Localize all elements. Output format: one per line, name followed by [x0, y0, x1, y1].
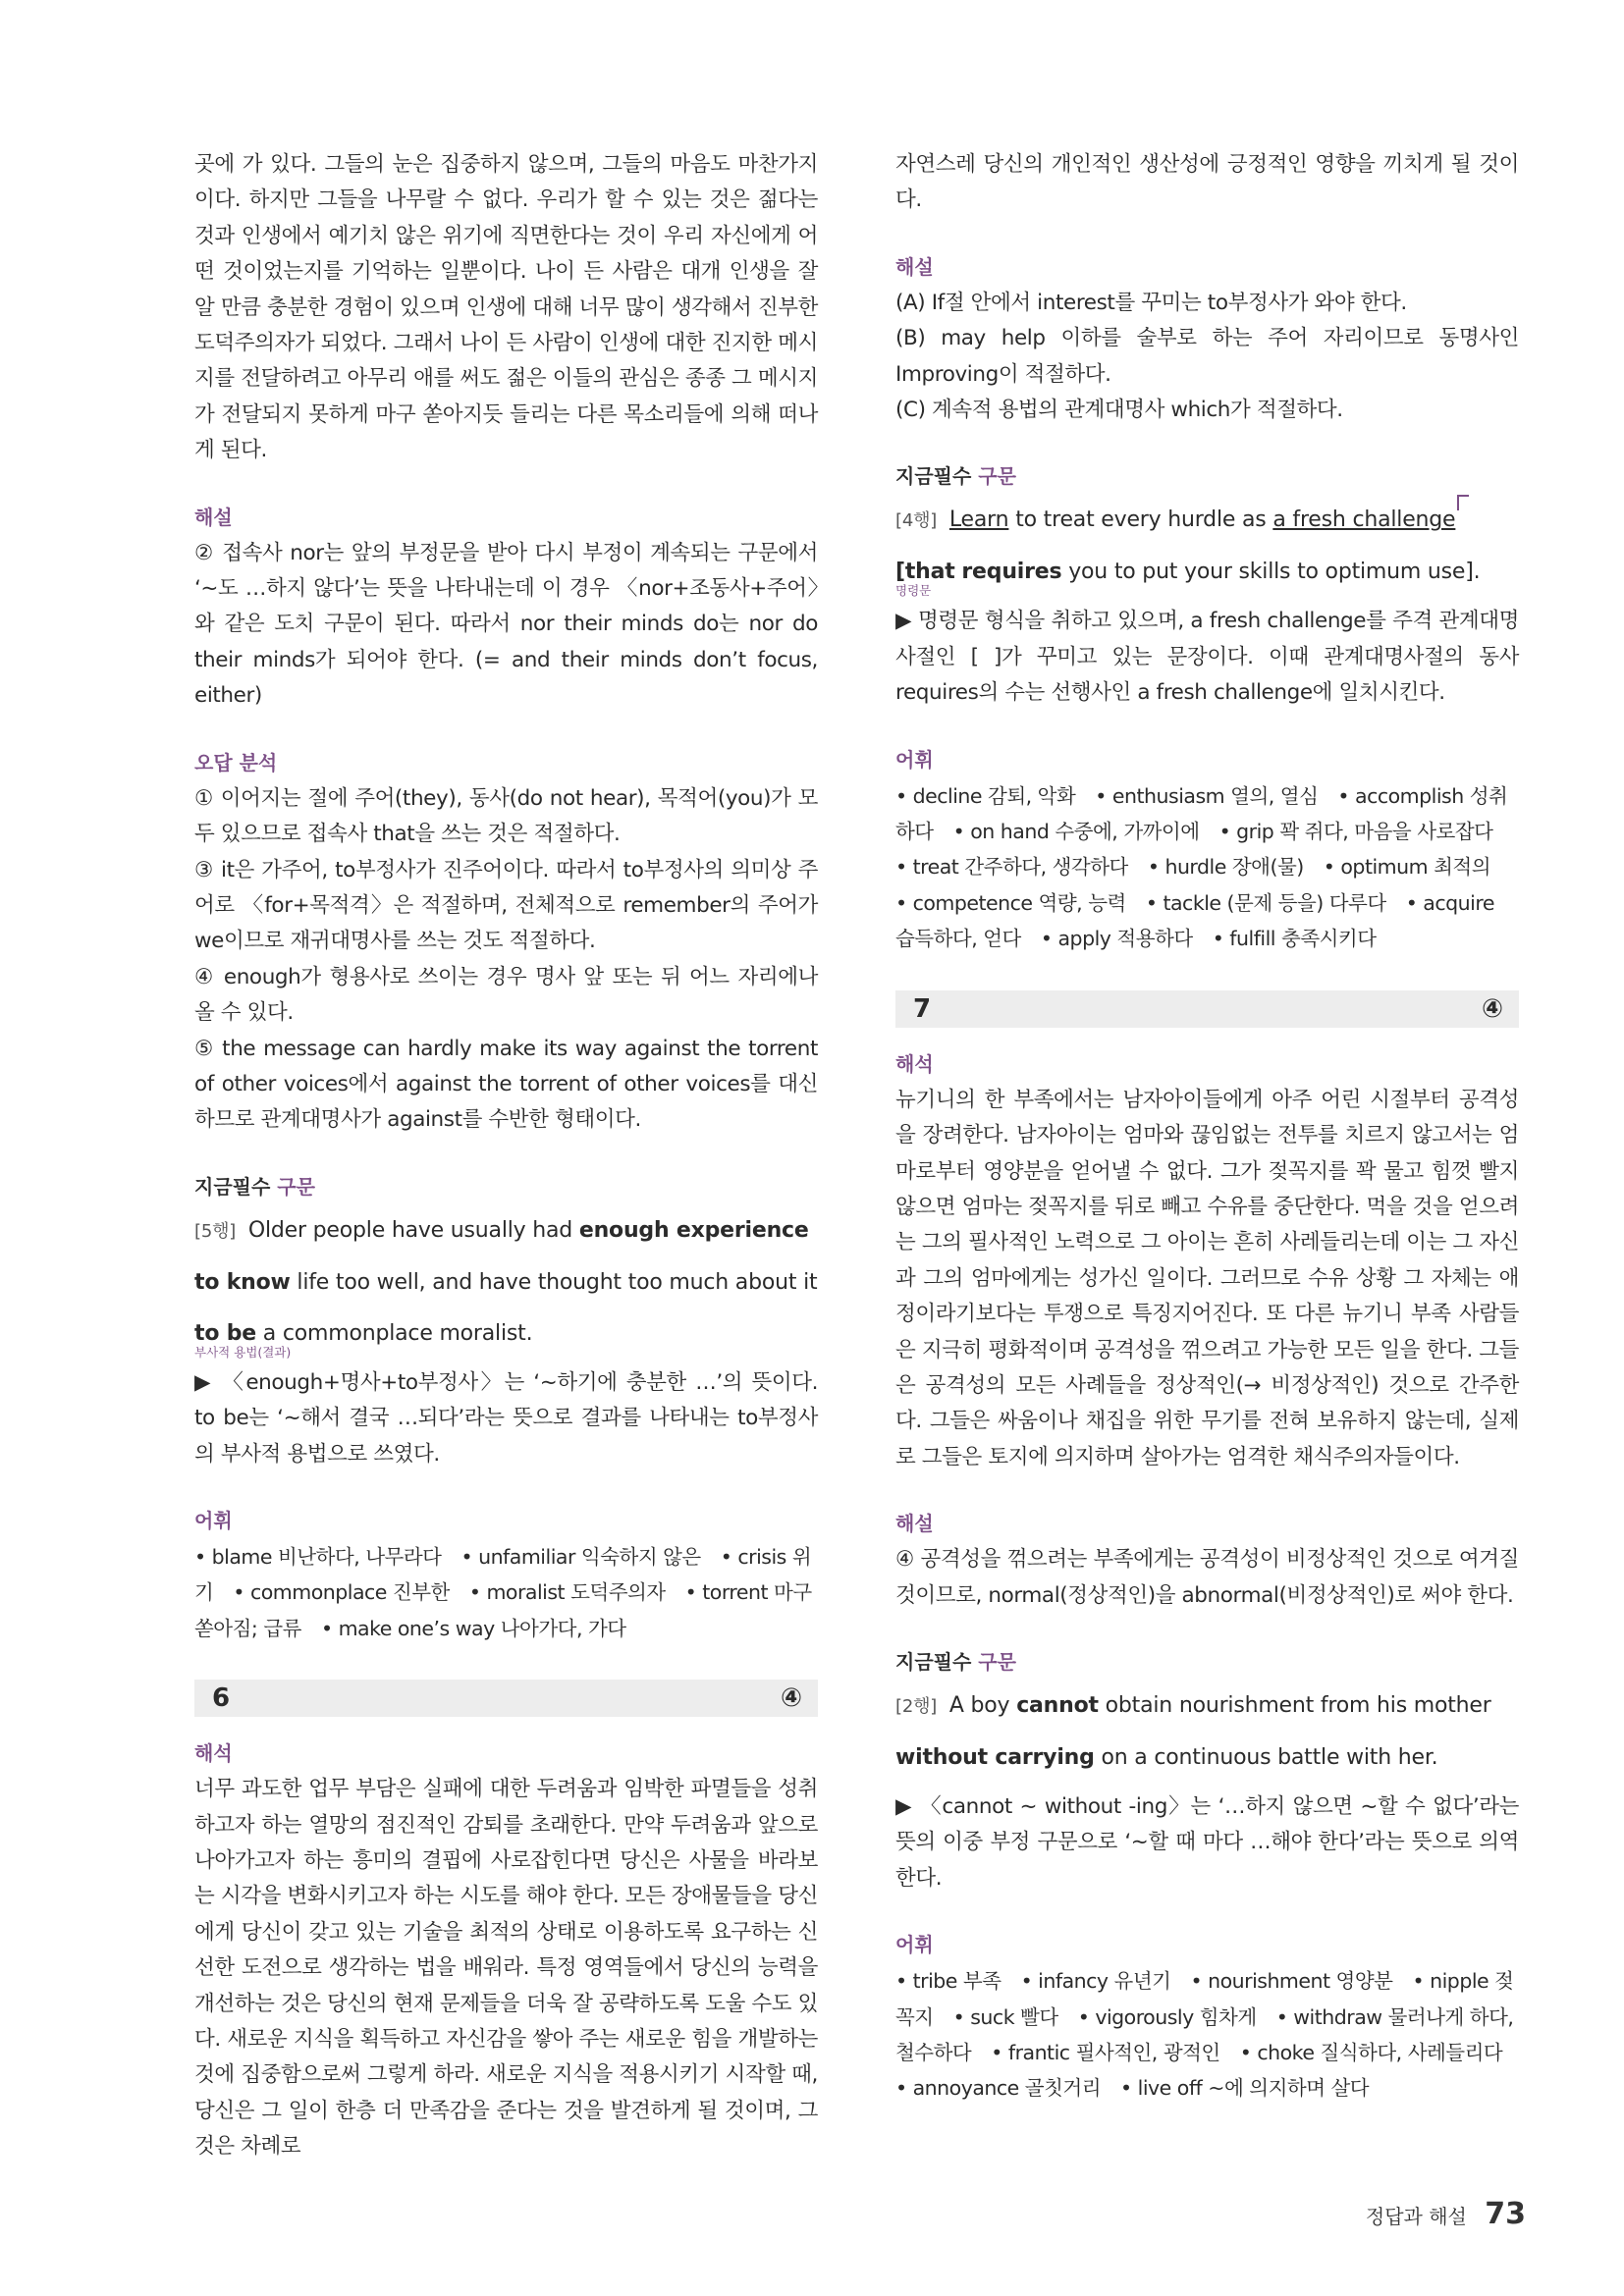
explanation-item: (B) may help 이하를 술부로 하는 주어 자리이므로 동명사인 Improving이 적절하다. — [895, 326, 1519, 387]
explanation-item: (C) 계속적 용법의 관계대명사 which가 적절하다. — [895, 398, 1343, 423]
vocab-item: • vigorously 힘차게 — [1077, 2004, 1257, 2029]
vocab-item: • torrent 마구 쏟아짐; 급류 — [194, 1580, 812, 1640]
grammar-annotation: 명령문 — [895, 583, 932, 599]
question-number: 6 — [212, 1683, 231, 1714]
page-number: 73 — [1485, 2197, 1526, 2231]
line-tag: [2행] — [895, 1695, 938, 1717]
key-structure-heading: 지금필수 구문 — [194, 1174, 315, 1199]
vocab-item: • competence 역량, 능력 — [895, 890, 1126, 915]
vocab-list — [895, 778, 1519, 957]
explanation-text: ④ 공격성을 꺾으려는 부족에게는 공격성이 비정상적인 것으로 여겨질 것이므로, normal(정상적인)을 abnormal(비정상적인)로 써야 한다. — [895, 1547, 1519, 1608]
vocab-item: • suck 빨다 — [952, 2004, 1058, 2029]
vocab-item: • enthusiasm 열의, 열심 — [1095, 783, 1319, 808]
vocab-item: • live off ~에 의지하며 살다 — [1120, 2076, 1370, 2101]
right-column — [895, 147, 1519, 2107]
key-explanation: ▶ 〈cannot ~ without -ing〉는 ‘…하지 않으면 ~할 수 없다’라는 뜻의 이중 부정 구문으로 ‘~할 때 마다 …해야 한다’라는 뜻으로 의역한다. — [895, 1793, 1519, 1891]
bracket-mark — [1457, 495, 1469, 510]
vocab-item: • treat 간주하다, 생각하다 — [895, 855, 1128, 880]
vocab-item: • decline 감퇴, 악화 — [895, 783, 1076, 808]
grammar-annotation: 부사적 용법(결과) — [194, 1344, 292, 1360]
footer-label: 정답과 해설 — [1365, 2205, 1467, 2228]
vocab-item: • hurdle 장애(물) — [1147, 855, 1304, 880]
explanation-heading: 해설 — [895, 1512, 934, 1536]
answer-mark: ④ — [1481, 993, 1503, 1024]
vocab-item: • blame 비난하다, 나무라다 — [194, 1544, 442, 1569]
explanation-heading: 해설 — [194, 505, 233, 529]
key-explanation: ▶ 〈enough+명사+to부정사〉는 ‘~하기에 충분한 …’의 뜻이다. to be는 ‘~해서 결국 …되다’라는 뜻으로 결과를 나타내는 to부정사의 부사적 용법으로 쓰였다. — [194, 1369, 818, 1467]
vocab-item: • on hand 수중에, 가까이에 — [952, 820, 1200, 844]
vocab-list — [895, 1963, 1519, 2107]
vocab-heading: 어휘 — [895, 1933, 934, 1957]
vocab-item: • choke 질식하다, 사레들리다 — [1239, 2041, 1503, 2064]
translation-heading: 해석 — [895, 1051, 934, 1076]
vocab-item: • fulfill 충족시키다 — [1212, 927, 1377, 951]
wrong-answer-heading: 오답 분석 — [194, 750, 278, 774]
translation-heading: 해석 — [194, 1741, 233, 1766]
vocab-item: • unfamiliar 익숙하지 않은 — [460, 1544, 701, 1569]
translation-text: 너무 과도한 업무 부담은 실패에 대한 두려움과 임박한 파멸들을 성취하고자 하는 열망의 점진적인 감퇴를 초래한다. 만약 두려움과 앞으로 나아가고자 하는 흥미의 결핍에 사로잡힌다면 당신은 사물을 바라보는 시각을 변화시키고자 하는 시도를 해야 한다. 모든 장애물들을 당신에게 당신이 갖고 있는 기술을 최적의 상태로 이용하도록 요구하는 신선한 도전으로 생각하는 법을 배워라. 특정 영역들에서 당신의 능력을 개선하는 것은 당신의 현재 문제들을 더욱 잘 공략하도록 도울 수도 있다. 새로운 지식을 획득하고 자신감을 쌓아 주는 새로운 힘을 개발하는 것에 집중함으로써 그렇게 하라. 새로운 지식을 적용시키기 시작할 때, 당신은 그 일이 한층 더 만족감을 준다는 것을 발견하게 될 것이며, 그것은 차례로 — [194, 1777, 818, 2160]
vocab-item: • make one’s way 나아가다, 가다 — [320, 1616, 626, 1640]
key-sentence: [2행] A boy cannot obtain nourishment from his mother without carrying on a continuous battle with her. — [895, 1692, 1491, 1770]
line-tag: [5행] — [194, 1220, 237, 1242]
line-tag: [4행] — [895, 510, 938, 532]
vocab-item: • frantic 필사적인, 광적인 — [991, 2041, 1220, 2064]
vocab-item: • accomplish 성취하다 — [895, 783, 1508, 844]
key-sentence: [5행] Older people have usually had enough experience to know life too well, and have thought too much about it to be a commonplace moralist. — [194, 1217, 818, 1346]
vocab-item: • grip 꽉 쥐다, 마음을 사로잡다 — [1218, 820, 1493, 844]
vocab-item: • acquire 습득하다, 얻다 — [895, 890, 1494, 951]
translation-continued: 곳에 가 있다. 그들의 눈은 집중하지 않으며, 그들의 마음도 마찬가지이다. 하지만 그들을 나무랄 수 없다. 우리가 할 수 있는 것은 젊다는 것과 인생에서 예기치 않은 위기에 직면한다는 것이 우리 자신에게 어떤 것이었는지를 기억하는 일뿐이다. 나이 든 사람은 대개 인생을 잘 알 만큼 충분한 경험이 있으며 인생에 대해 너무 많이 생각해서 진부한 도덕주의자가 되었다. 그래서 나이 든 사람이 인생에 대한 진지한 메시지를 전달하려고 아무리 애를 써도 젊은 이들의 관심은 종종 그 메시지가 전달되지 못하게 마구 쏟아지듯 들리는 다른 목소리들에 의해 떠나게 된다. — [194, 152, 818, 463]
key-structure-heading: 지금필수 구문 — [895, 464, 1016, 489]
vocab-heading: 어휘 — [895, 747, 934, 772]
vocab-item: • infancy 유년기 — [1020, 1969, 1171, 1994]
wrong-item: ④ enough가 형용사로 쓰이는 경우 명사 앞 또는 뒤 어느 자리에나 올 수 있다. — [194, 964, 818, 1026]
wrong-item: ① 이어지는 절에 주어(they), 동사(do not hear), 목적어(you)가 모두 있으므로 접속사 that을 쓰는 것은 적절하다. — [194, 785, 818, 847]
wrong-item: ⑤ the message can hardly make its way against the torrent of other voices에서 against the torrent of other voices를 대신하므로 관계대명사가 against를 수반한 형태이다. — [194, 1036, 818, 1133]
vocab-list — [194, 1539, 818, 1646]
question-7-bar — [895, 990, 1519, 1028]
vocab-item: • commonplace 진부한 — [233, 1580, 450, 1605]
vocab-item: • apply 적용하다 — [1040, 927, 1193, 951]
key-explanation: ▶ 명령문 형식을 취하고 있으며, a fresh challenge를 주격 관계대명사절인 [ ]가 꾸미고 있는 문장이다. 이때 관계대명사절의 동사 requires의 수는 선행사인 a fresh challenge에 일치시킨다. — [895, 609, 1519, 706]
page-footer — [1366, 2197, 1526, 2231]
vocab-item: • annoyance 골칫거리 — [895, 2076, 1101, 2101]
vocab-item: • optimum 최적의 — [1323, 855, 1491, 880]
key-sentence: [4행] Learn to treat every hurdle as a fresh challenge [that requires you to put your skills to optimum use]. — [895, 495, 1519, 598]
vocab-item: • crisis 위기 — [194, 1544, 812, 1605]
explanation-text: ② 접속사 nor는 앞의 부정문을 받아 다시 부정이 계속되는 구문에서 ‘~도 …하지 않다’는 뜻을 나타내는데 이 경우 〈nor+조동사+주어〉와 같은 도치 구문이 된다. 따라서 nor their minds do는 nor do their minds가 되어야 한다. (= and their minds don’t focus, either) — [194, 540, 818, 709]
left-column — [194, 147, 818, 2165]
question-number: 7 — [913, 993, 932, 1024]
vocab-item: • withdraw 물러나게 하다, 철수하다 — [895, 2004, 1514, 2064]
vocab-heading: 어휘 — [194, 1508, 233, 1532]
explanation-item: (A) If절 안에서 interest를 꾸미는 to부정사가 와야 한다. — [895, 290, 1407, 315]
vocab-item: • nourishment 영양분 — [1190, 1969, 1393, 1994]
explanation-heading: 해설 — [895, 254, 934, 279]
key-structure-heading: 지금필수 구문 — [895, 1649, 1016, 1674]
vocab-item: • tackle (문제 등을) 다루다 — [1145, 890, 1386, 915]
translation-continued: 자연스레 당신의 개인적인 생산성에 긍정적인 영향을 끼치게 될 것이다. — [895, 152, 1519, 213]
vocab-item: • nipple 젖꼭지 — [895, 1969, 1514, 2029]
answer-mark: ④ — [780, 1683, 802, 1714]
vocab-item: • moralist 도덕주의자 — [468, 1580, 666, 1605]
translation-text: 뉴기니의 한 부족에서는 남자아이들에게 아주 어린 시절부터 공격성을 장려한다. 남자아이는 엄마와 끊임없는 전투를 치르지 않고서는 엄마로부터 영양분을 얻어낼 수 없다. 그가 젖꼭지를 꽉 물고 힘껏 빨지 않으면 엄마는 젖꼭지를 뒤로 빼고 수유를 중단한다. 먹을 것을 얻으려는 그의 필사적인 노력으로 그 아이는 흔히 사레들리는데 이는 그 자신과 그의 엄마에게는 성가신 일이다. 그러므로 수유 상황 그 자체는 애정이라기보다는 투쟁으로 특징지어진다. 또 다른 뉴기니 부족 사람들은 지극히 평화적이며 공격성을 꺾으려고 가능한 모든 일을 한다. 그들은 공격성의 모든 사례들을 정상적인(→ 비정상적인) 것으로 간주한다. 그들은 싸움이나 채집을 위한 무기를 전혀 보유하지 않는데, 실제로 그들은 토지에 의지하며 살아가는 엄격한 채식주의자들이다. — [895, 1087, 1519, 1469]
wrong-item: ③ it은 가주어, to부정사가 진주어이다. 따라서 to부정사의 의미상 주어로 〈for+목적격〉은 적절하며, 전체적으로 remember의 주어가 we이므로 재귀대명사를 쓰는 것도 적절하다. — [194, 857, 818, 954]
question-6-bar — [194, 1680, 818, 1717]
vocab-item: • tribe 부족 — [895, 1969, 1001, 1994]
